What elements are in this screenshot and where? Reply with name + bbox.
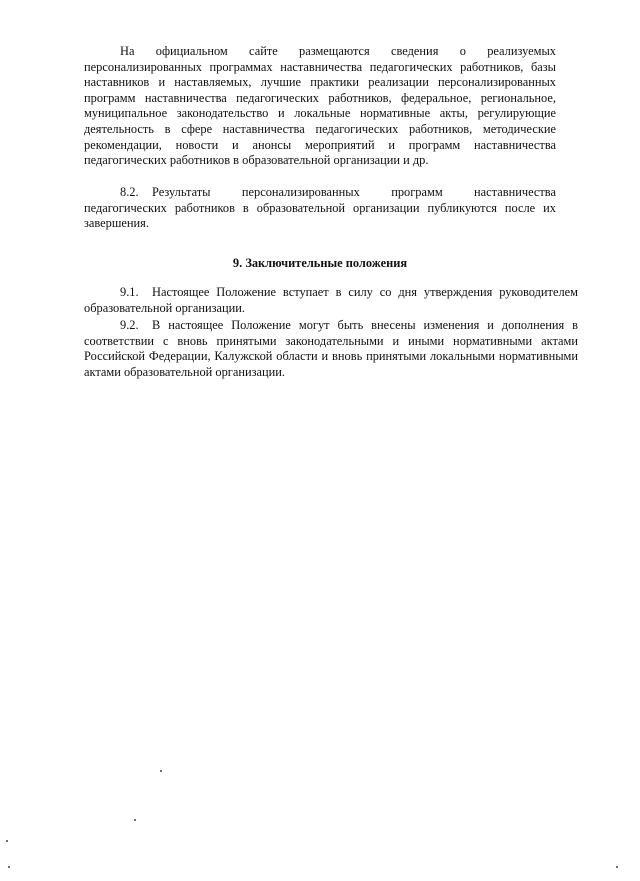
scan-speck xyxy=(160,770,162,772)
item-number-9-1: 9.1. xyxy=(120,285,139,299)
item-number-8-2: 8.2. xyxy=(120,185,139,199)
paragraph-9-2 xyxy=(84,318,578,380)
paragraph-official-site xyxy=(84,44,556,169)
item-number-9-2: 9.2. xyxy=(120,318,139,332)
section-heading-final-provisions: 9. Заключительные положения xyxy=(232,256,408,270)
paragraph-8-2 xyxy=(84,185,556,232)
scan-speck xyxy=(616,866,618,868)
item-text-8-2: Результаты персонализированных программ наставничества педагогических работников в образовательной организации публикуются после их завершения. xyxy=(84,185,556,231)
item-text-9-1: Настоящее Положение вступает в силу со дня утверждения руководителем образовательной организации. xyxy=(84,285,578,315)
scan-speck xyxy=(8,866,10,868)
scan-speck xyxy=(6,840,8,842)
item-text-9-2: В настоящее Положение могут быть внесены изменения и дополнения в соответствии с вновь принятыми законодательными и иными нормативными актами Российской Федерации, Калужской области и вновь принятыми локальными нормативными актами образовательной организации. xyxy=(84,318,578,379)
paragraph-official-site-text: На официальном сайте размещаются сведения о реализуемых персонализированных программах наставничества педагогических работников, базы наставников и наставляемых, лучшие практики реализации персонализированных программ наставничества педагогических работников, федеральное, региональное, муниципальное законодательство и локальные нормативные акты, регулирующие деятельность в сфере наставничества педагогических работников, методические рекомендации, новости и анонсы мероприятий и программ наставничества педагогических работников в образовательной организации и др. xyxy=(84,44,556,168)
scan-speck xyxy=(134,819,136,821)
paragraph-9-1 xyxy=(84,285,578,316)
